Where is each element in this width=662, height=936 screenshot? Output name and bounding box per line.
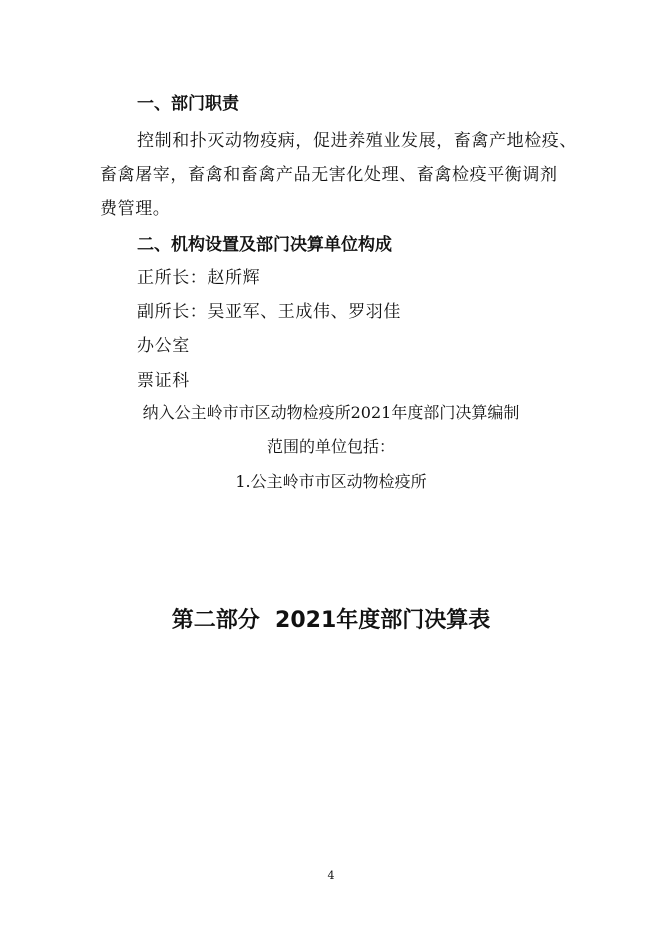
scope-line-1: 纳入公主岭市市区动物检疫所2021年度部门决算编制 [142,403,520,422]
director-line: 正所长：赵所辉 [137,268,261,288]
scope-unit-item: 1.公主岭市市区动物检疫所 [235,472,427,491]
section1-heading: 一、部门职责 [137,94,239,114]
section1-para-line-2: 畜禽屠宰，畜禽和畜禽产品无害化处理、畜禽检疫平衡调剂 [100,165,558,185]
deputy-director-line: 副所长：吴亚军、王成伟、罗羽佳 [137,302,401,322]
section2-heading: 二、机构设置及部门决算单位构成 [137,235,392,255]
section1-para-line-3: 费管理。 [100,199,171,219]
section1-para-line-1: 控制和扑灭动物疫病，促进养殖业发展，畜禽产地检疫、 [137,131,577,151]
ticket-section-line: 票证科 [137,371,190,391]
part-title: 第二部分 2021年度部门决算表 [171,608,491,633]
page-number: 4 [327,869,335,882]
office-line: 办公室 [137,336,190,356]
scope-line-2: 范围的单位包括： [266,437,395,456]
